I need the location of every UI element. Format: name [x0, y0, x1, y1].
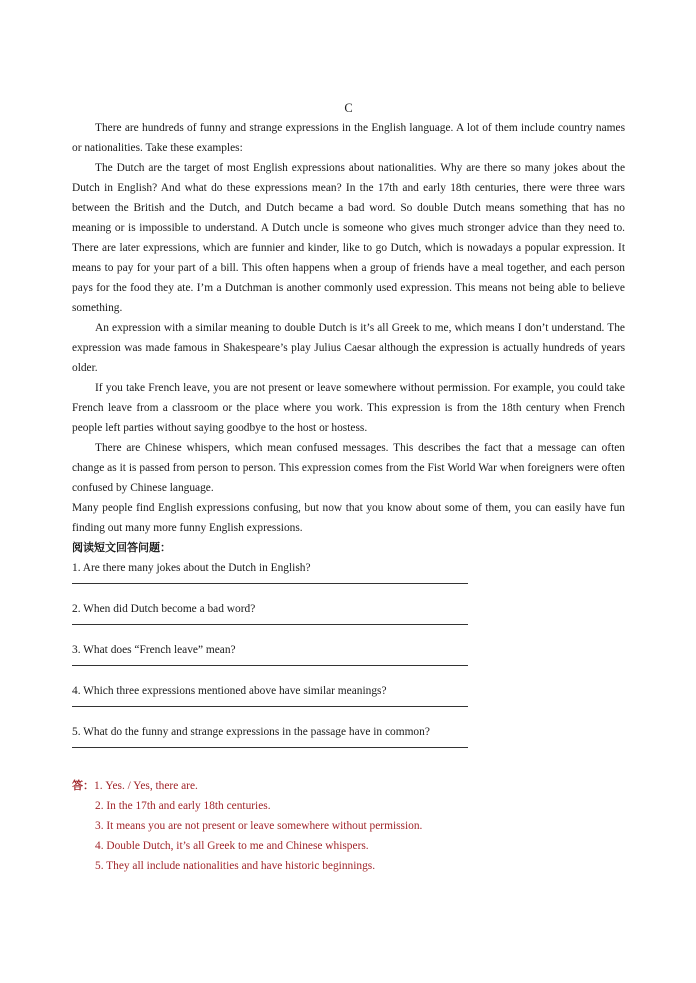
- question-text: 1. Are there many jokes about the Dutch in English?: [72, 562, 311, 574]
- question-item: [72, 681, 625, 707]
- passage-closing-paragraph: Many people find English expressions confusing, but now that you know about some of them, you can easily have fun finding out many more funny English expressions.: [72, 502, 625, 534]
- answer-row: [72, 836, 625, 856]
- instruction-heading: 阅读短文回答问题：: [72, 541, 171, 554]
- answer-label: 答：: [72, 779, 94, 792]
- answer-row: [72, 816, 625, 836]
- question-item: [72, 640, 625, 666]
- answer-row: [72, 856, 625, 876]
- question-text: 3. What does “French leave” mean?: [72, 644, 236, 656]
- answer-blank-line[interactable]: [72, 665, 468, 666]
- answer-text: 4. Double Dutch, it’s all Greek to me and Chinese whispers.: [95, 840, 369, 852]
- question-item: [72, 599, 625, 625]
- answer-text: 1. Yes. / Yes, there are.: [94, 780, 198, 792]
- passage-paragraph-1: There are hundreds of funny and strange expressions in the English language. A lot of them include country names or nationalities. Take these examples:: [72, 122, 625, 154]
- passage-paragraph-4: If you take French leave, you are not present or leave somewhere without permission. For example, you could take French leave from a classroom or the place where you work. This expression is from the 18th century when French people left parties without saying goodbye to the host or hostess.: [72, 382, 625, 434]
- answer-key: [72, 776, 625, 876]
- question-item: [72, 558, 625, 584]
- answer-blank-line[interactable]: [72, 747, 468, 748]
- answer-row: [72, 796, 625, 816]
- passage-paragraph-5: There are Chinese whispers, which mean confused messages. This describes the fact that a message can often change as it is passed from person to person. This expression comes from the Fist World War when foreigners were often confused by Chinese language.: [72, 442, 625, 494]
- answer-blank-line[interactable]: [72, 706, 468, 707]
- answer-text: 2. In the 17th and early 18th centuries.: [95, 800, 271, 812]
- answer-blank-line[interactable]: [72, 624, 468, 625]
- question-list: [72, 558, 625, 748]
- answer-text: 5. They all include nationalities and have historic beginnings.: [95, 860, 376, 872]
- question-text: 4. Which three expressions mentioned above have similar meanings?: [72, 685, 387, 697]
- passage-paragraph-2: The Dutch are the target of most English expressions about nationalities. Why are there so many jokes about the Dutch in English? And what do these expressions mean? In the 17th and early 18th centuries, there were three wars between the British and the Dutch, and Dutch became a bad word. So double Dutch means something that has no meaning or is impossible to understand. A Dutch uncle is someone who gives much stronger advice than they need to. There are later expressions, which are funnier and kinder, like to go Dutch, which is nowadays a popular expression. It means to pay for your part of a bill. This often happens when a group of friends have a meal together, and each person pays for the food they ate. I’m a Dutchman is another commonly used expression. This means not being able to believe something.: [72, 162, 625, 314]
- question-text: 2. When did Dutch become a bad word?: [72, 603, 256, 615]
- answer-row: [72, 776, 625, 796]
- reading-passage: [72, 118, 625, 538]
- question-item: [72, 722, 625, 748]
- section-letter: C: [344, 101, 353, 115]
- worksheet-page: [72, 98, 625, 876]
- answer-text: 3. It means you are not present or leave somewhere without permission.: [95, 820, 423, 832]
- answer-blank-line[interactable]: [72, 583, 468, 584]
- question-text: 5. What do the funny and strange expressions in the passage have in common?: [72, 726, 430, 738]
- passage-paragraph-3: An expression with a similar meaning to double Dutch is it’s all Greek to me, which means I don’t understand. The expression was made famous in Shakespeare’s play Julius Caesar although the expression is actually hundreds of years older.: [72, 322, 625, 374]
